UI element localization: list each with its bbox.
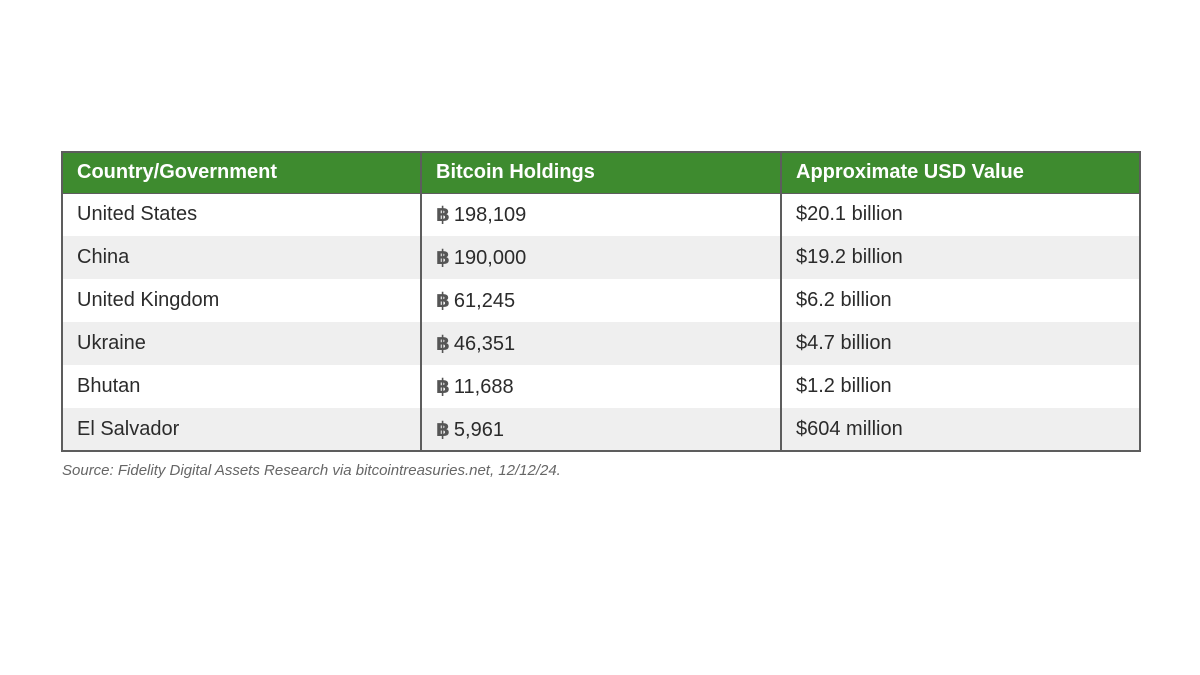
holdings-cell xyxy=(421,236,781,279)
country-cell: United Kingdom xyxy=(62,279,421,322)
country-cell: United States xyxy=(62,193,421,236)
table-row xyxy=(62,408,1140,451)
header-usd-value: Approximate USD Value xyxy=(781,152,1140,193)
usd-value-cell: $19.2 billion xyxy=(781,236,1140,279)
usd-value-cell: $4.7 billion xyxy=(781,322,1140,365)
country-cell: El Salvador xyxy=(62,408,421,451)
country-cell: China xyxy=(62,236,421,279)
holdings-cell xyxy=(421,193,781,236)
table-row xyxy=(62,365,1140,408)
country-cell: Ukraine xyxy=(62,322,421,365)
holdings-cell xyxy=(421,322,781,365)
bitcoin-icon: ฿ xyxy=(436,376,450,398)
holdings-value: 198,109 xyxy=(453,204,527,227)
table-body xyxy=(62,193,1140,451)
bitcoin-icon: ฿ xyxy=(436,290,450,312)
bitcoin-icon: ฿ xyxy=(436,333,450,355)
holdings-value: 11,688 xyxy=(453,376,514,398)
table-row xyxy=(62,236,1140,279)
holdings-cell xyxy=(421,408,781,451)
holdings-value: 61,245 xyxy=(453,290,516,312)
usd-value-cell: $1.2 billion xyxy=(781,365,1140,408)
header-country: Country/Government xyxy=(62,152,421,193)
bitcoin-icon: ฿ xyxy=(436,418,450,441)
country-cell: Bhutan xyxy=(62,365,421,408)
table-row xyxy=(62,279,1140,322)
table-row xyxy=(62,322,1140,365)
header-bitcoin-holdings: Bitcoin Holdings xyxy=(421,152,781,193)
holdings-value: 46,351 xyxy=(453,333,516,355)
usd-value-cell: $604 million xyxy=(781,408,1140,451)
holdings-value: 5,961 xyxy=(453,418,504,441)
bitcoin-holdings-table xyxy=(61,151,1141,452)
bitcoin-icon: ฿ xyxy=(436,204,450,227)
holdings-value: 190,000 xyxy=(453,247,527,269)
holdings-cell xyxy=(421,279,781,322)
source-note: Source: Fidelity Digital Assets Research via bitcointreasuries.net, 12/12/24. xyxy=(62,462,561,479)
header-row xyxy=(62,152,1140,193)
usd-value-cell: $20.1 billion xyxy=(781,193,1140,236)
usd-value-cell: $6.2 billion xyxy=(781,279,1140,322)
table-header xyxy=(62,152,1140,193)
table-row xyxy=(62,193,1140,236)
holdings-table-container xyxy=(61,151,1139,452)
bitcoin-icon: ฿ xyxy=(436,247,450,269)
holdings-cell xyxy=(421,365,781,408)
